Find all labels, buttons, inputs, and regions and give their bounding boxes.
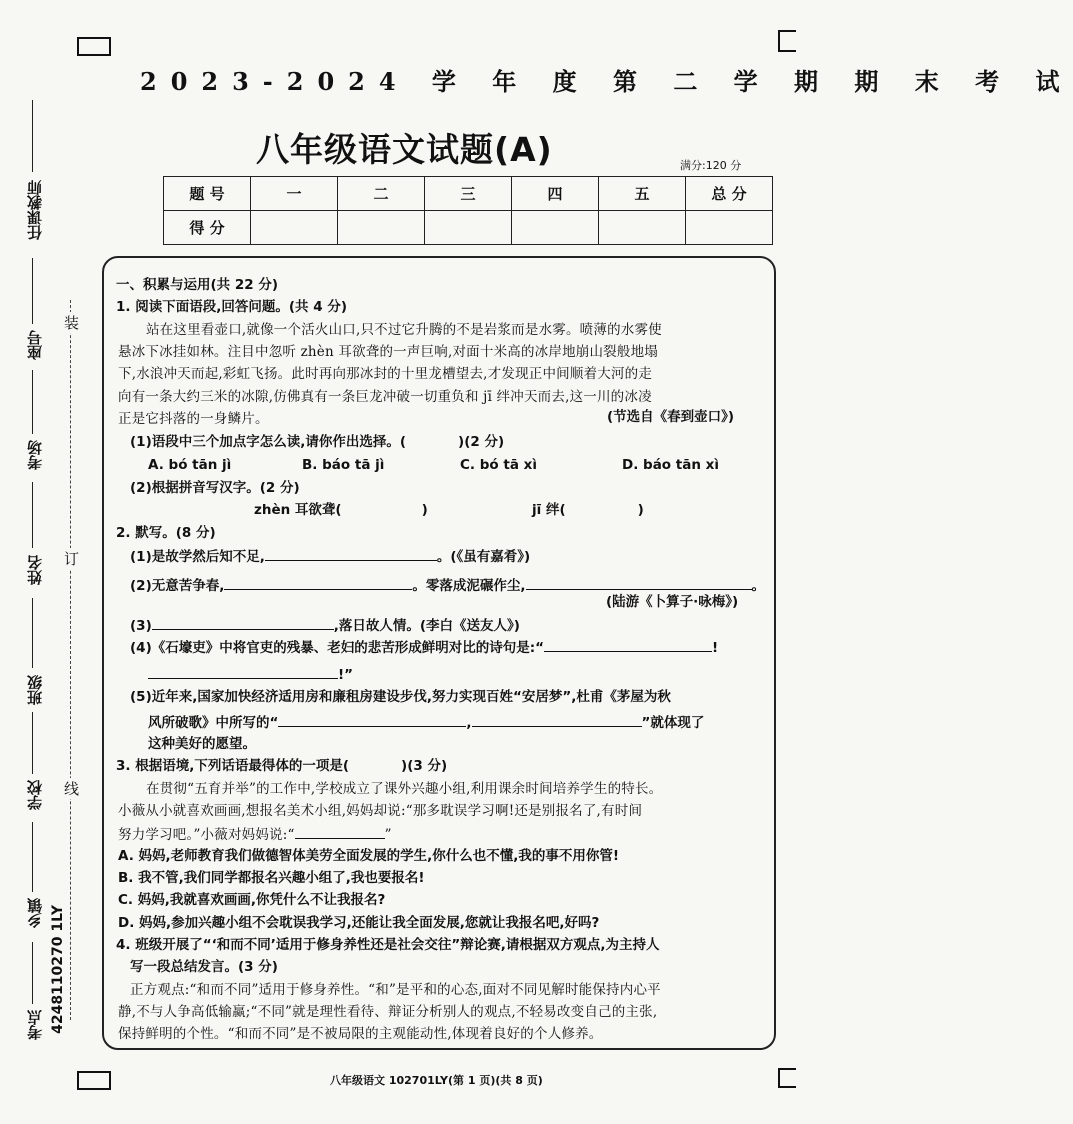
binding-mark-zhuang: 装 <box>64 314 80 332</box>
corner-mark-top-right <box>778 30 796 52</box>
q2-line-5-text: 风所破歌》中所写的“ <box>148 715 279 731</box>
score-input-cell[interactable] <box>338 211 425 245</box>
q1-passage-line: 正是它抖落的一身鳞片。 <box>118 411 269 427</box>
q1-passage-line: 向有一条大约三米的冰隙,仿佛真有一条巨龙冲破一切重负和 jī 绊冲天而去,这一川的冰凌 <box>118 389 652 405</box>
q1-option-d[interactable]: D. báo tān xì <box>622 457 719 473</box>
binding-mark-xian: 线 <box>64 780 80 798</box>
q1-option-b[interactable]: B. báo tā jì <box>302 457 385 473</box>
q2-line-2-text: (2)无意苦争春, <box>130 578 225 594</box>
q2-line-2 <box>130 575 765 595</box>
corner-mark-top-left <box>77 37 111 56</box>
answer-blank[interactable] <box>148 664 338 679</box>
q2-line-2-mid: 。零落成泥碾作尘, <box>412 578 526 594</box>
side-label-class: 班级 <box>26 675 44 705</box>
score-input-cell[interactable] <box>512 211 599 245</box>
q2-line-5-end: ”就体现了 <box>641 715 705 731</box>
q2-line-4 <box>130 637 718 657</box>
answer-blank[interactable] <box>152 615 334 630</box>
q1-pinyin-1 <box>254 501 428 519</box>
score-input-cell[interactable] <box>425 211 512 245</box>
q2-line-1-source: 。(《虽有嘉肴》) <box>436 549 531 565</box>
q2-line-1 <box>130 546 530 566</box>
score-table-row-label: 得 分 <box>164 211 251 245</box>
q3-passage-line: 在贯彻“五育并举”的工作中,学校成立了课外兴趣小组,利用课余时间培养学生的特长。 <box>146 781 663 797</box>
q2-line-5: (5)近年来,国家加快经济适用房和廉租房建设步伐,努力实现百姓“安居梦”,杜甫《茅屋为秋 <box>130 689 671 705</box>
q2-comma: , <box>466 715 472 731</box>
side-label-town: 乡镇 <box>26 898 44 928</box>
q3-option-b[interactable]: B. 我不管,我们同学都报名兴趣小组了,我也要报名! <box>118 870 425 886</box>
q2-line-3-num: (3) <box>130 618 152 634</box>
q4-passage-line: 保持鲜明的个性。“和而不同”是不被局限的主观能动性,体现着良好的个人修养。 <box>118 1026 603 1042</box>
score-table <box>163 176 773 245</box>
q1-passage-line: 站在这里看壶口,就像一个活火山口,只不过它升腾的不是岩浆而是水雾。喷薄的水雾使 <box>146 322 662 338</box>
q3-score: )(3 分) <box>401 758 448 774</box>
paper-title: 八年级语文试题(A) <box>256 130 553 169</box>
score-table-cell: 题 号 <box>164 177 251 211</box>
q4-passage-line: 正方观点:“和而不同”适用于修身养性。“和”是平和的心态,面对不同见解时能保持内心平 <box>130 982 661 998</box>
q4-title-cont: 写一段总结发言。(3 分) <box>130 959 278 975</box>
side-label-seat: 座号 <box>26 330 44 360</box>
q1-option-a[interactable]: A. bó tān jì <box>148 457 232 473</box>
side-label-school: 学校 <box>26 780 44 810</box>
full-score: 满分:120 分 <box>680 159 742 172</box>
side-blank-school <box>32 712 33 774</box>
side-blank-seat <box>32 258 33 324</box>
q2-line-5-last: 这种美好的愿望。 <box>148 736 256 752</box>
q2-line-4-cont <box>148 664 353 684</box>
q1-title: 1. 阅读下面语段,回答问题。(共 4 分) <box>116 299 347 315</box>
answer-blank[interactable] <box>544 637 712 652</box>
q1-passage-line: 下,水浪冲天而起,彩虹飞扬。此时再向那冰封的十里龙槽望去,才发现正中间顺着大河的走 <box>118 366 653 382</box>
score-table-cell: 一 <box>251 177 338 211</box>
q3-passage-line <box>118 824 392 844</box>
answer-blank[interactable] <box>526 575 752 590</box>
score-table-score-row <box>164 211 773 245</box>
answer-blank[interactable] <box>295 824 385 839</box>
corner-mark-bottom-right <box>778 1068 796 1088</box>
score-table-header-row <box>164 177 773 211</box>
corner-mark-bottom-left <box>77 1071 111 1090</box>
q4-passage-line: 静,不与人争高低输赢;“不同”就是理性看待、辩证分析别人的观点,不轻易改变自己的主张, <box>118 1004 658 1020</box>
q3-title <box>116 757 447 775</box>
score-table-cell: 总 分 <box>686 177 773 211</box>
q1-pinyin-1-text: zhèn 耳欲聋( <box>254 502 342 518</box>
q1-pinyin-2-text: jī 绊( <box>532 502 566 518</box>
q3-option-c[interactable]: C. 妈妈,我就喜欢画画,你凭什么不让我报名? <box>118 892 386 908</box>
q1-pinyin-2 <box>532 501 644 519</box>
side-blank-teacher <box>32 100 33 172</box>
q3-passage-line: 小薇从小就喜欢画画,想报名美术小组,妈妈却说:“那多耽误学习啊!还是别报名了,有时间 <box>118 803 643 819</box>
exam-title: 2023-2024 学 年 度 第 二 学 期 期 末 考 试 <box>140 67 1073 96</box>
q2-line-5-cont <box>148 712 704 732</box>
score-input-cell[interactable] <box>599 211 686 245</box>
q1-pinyin-1-close: ) <box>421 502 428 518</box>
score-input-cell[interactable] <box>251 211 338 245</box>
side-blank-class <box>32 598 33 668</box>
answer-blank[interactable] <box>278 712 466 727</box>
q2-line-4-text: (4)《石壕吏》中将官吏的残暴、老妇的悲苦形成鲜明对比的诗句是:“ <box>130 640 545 656</box>
q3-title-text: 3. 根据语境,下列话语最得体的一项是( <box>116 758 350 774</box>
q1-sub2: (2)根据拼音写汉字。(2 分) <box>130 480 300 496</box>
score-input-cell[interactable] <box>686 211 773 245</box>
side-blank-name <box>32 482 33 548</box>
q2-line-4-mark: ! <box>712 640 719 656</box>
q2-line-4-end: !” <box>338 667 354 683</box>
binding-line <box>70 300 71 1020</box>
score-table-cell: 五 <box>599 177 686 211</box>
side-label-exam-site: 考点 <box>26 1010 44 1040</box>
section-heading: 一、积累与运用(共 22 分) <box>116 277 279 293</box>
binding-mark-ding: 订 <box>64 550 80 568</box>
q2-line-3-text: ,落日故人情。(李白《送友人》) <box>333 618 520 634</box>
q4-title: 4. 班级开展了“‘和而不同’适用于修身养性还是社会交往”辩论赛,请根据双方观点,为主持人 <box>116 937 660 953</box>
q3-passage-text: 努力学习吧。”小薇对妈妈说:“ <box>118 827 295 843</box>
answer-blank[interactable] <box>265 546 437 561</box>
side-label-teacher: 任课教师 <box>26 180 44 240</box>
q2-line-3 <box>130 615 520 635</box>
q3-option-a[interactable]: A. 妈妈,老师教育我们做德智体美劳全面发展的学生,你什么也不懂,我的事不用你管! <box>118 848 620 864</box>
q2-line-2-end: 。 <box>751 578 766 594</box>
side-blank-exam-site <box>32 942 33 1004</box>
q2-line-2-source: (陆游《卜算子·咏梅》) <box>606 594 739 610</box>
q1-pinyin-2-close: ) <box>637 502 644 518</box>
side-blank-town <box>32 822 33 892</box>
q1-sub1 <box>130 433 504 451</box>
side-exam-code: 4248110270 1LY <box>50 905 66 1034</box>
q2-title: 2. 默写。(8 分) <box>116 525 216 541</box>
side-blank-room <box>32 370 33 434</box>
answer-blank[interactable] <box>224 575 412 590</box>
q2-line-1-text: (1)是故学然后知不足, <box>130 549 265 565</box>
q1-source: (节选自《春到壶口》) <box>607 409 735 425</box>
score-table-cell: 三 <box>425 177 512 211</box>
q3-option-d[interactable]: D. 妈妈,参加兴趣小组不会耽误我学习,还能让我全面发展,您就让我报名吧,好吗? <box>118 915 600 931</box>
side-label-room: 考场 <box>26 440 44 470</box>
page-footer: 八年级语文 102701LY(第 1 页)(共 8 页) <box>330 1074 543 1087</box>
score-table-cell: 二 <box>338 177 425 211</box>
answer-blank[interactable] <box>472 712 642 727</box>
q1-passage-line: 悬冰下冰挂如林。注目中忽听 zhèn 耳欲聋的一声巨响,对面十米高的冰岸地崩山裂般地塌 <box>118 344 658 360</box>
score-table-cell: 四 <box>512 177 599 211</box>
q1-sub1-score: )(2 分) <box>458 434 505 450</box>
q1-option-c[interactable]: C. bó tā xì <box>460 457 537 473</box>
q1-sub1-text: (1)语段中三个加点字怎么读,请你作出选择。( <box>130 434 407 450</box>
q3-passage-quote: ” <box>384 827 392 843</box>
side-label-name: 姓名 <box>26 555 44 585</box>
